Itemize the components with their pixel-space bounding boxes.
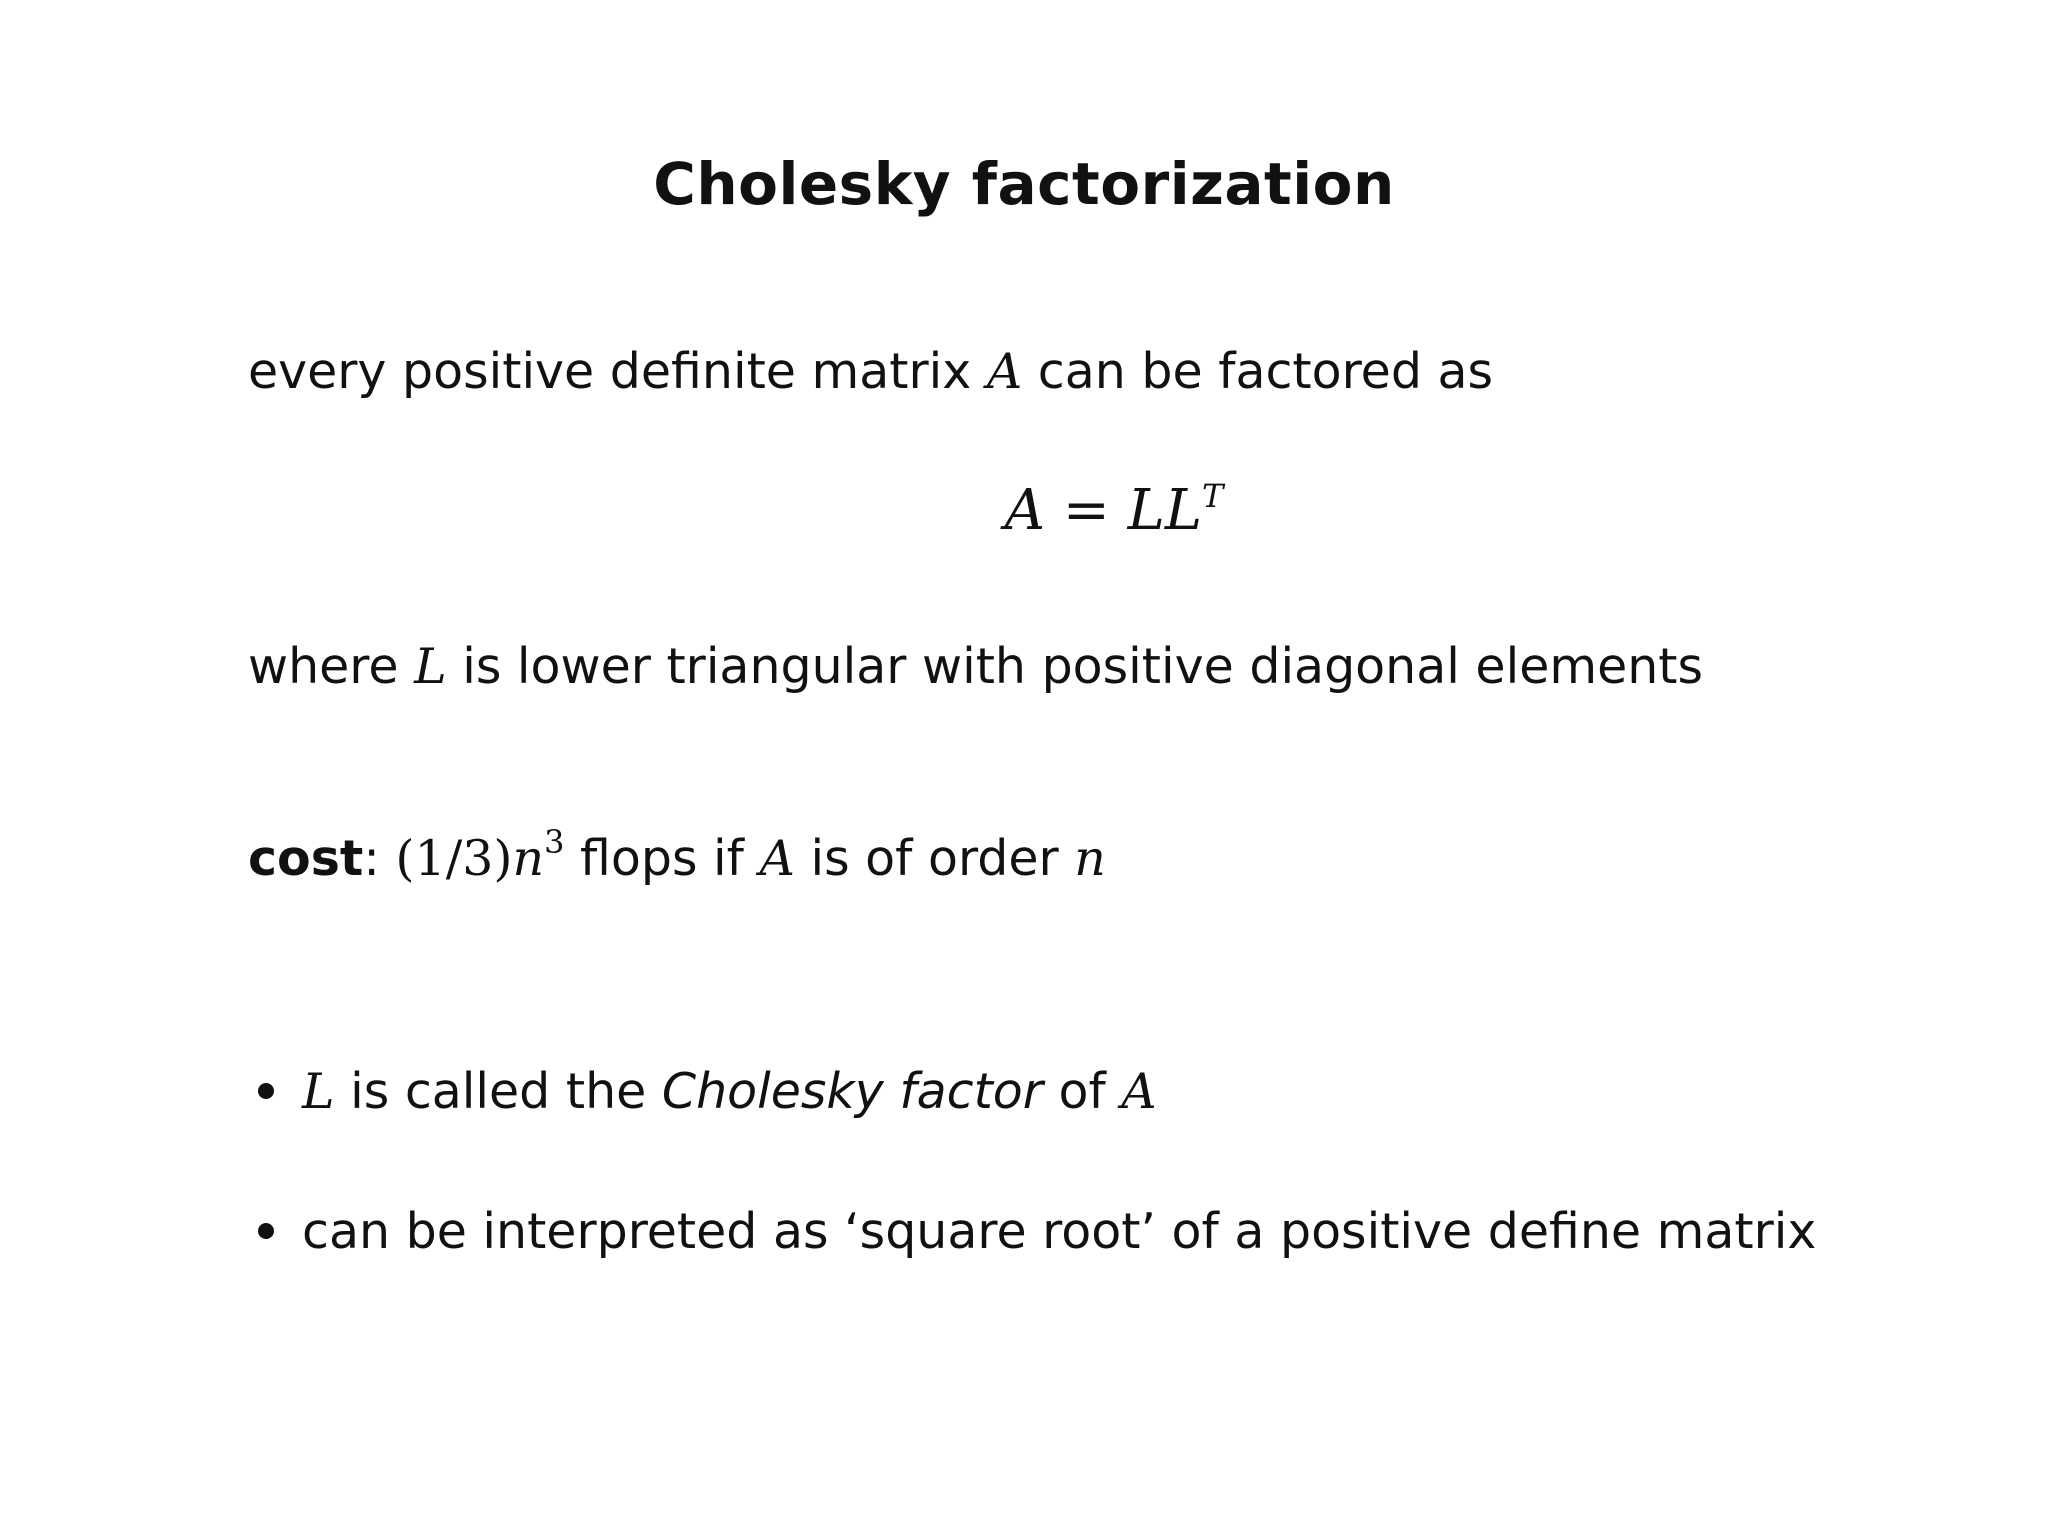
bullet2-text: can be interpreted as ‘square root’ of a positive define matrix: [302, 1203, 1817, 1260]
equation-lhs: A: [1004, 478, 1046, 543]
math-var-l: L: [414, 638, 447, 695]
bullet1-text1: is called the: [334, 1063, 662, 1120]
cost-label: cost: [248, 830, 364, 887]
bullet1-var-l: L: [302, 1063, 335, 1120]
cost-colon: :: [363, 830, 396, 887]
cost-exponent: 3: [544, 823, 565, 861]
cholesky-equation: [0, 478, 2048, 543]
intro-text-before: every positive definite matrix: [248, 343, 987, 400]
where-text-before: where: [248, 638, 415, 695]
intro-line: [248, 343, 1493, 400]
equation-equals: =: [1045, 478, 1128, 543]
cost-var-a: A: [759, 830, 795, 887]
cost-mid2: is of order: [794, 830, 1075, 887]
where-text-after: is lower triangular with positive diagonal elements: [446, 638, 1704, 695]
slide-title: Cholesky factorization: [653, 150, 1395, 218]
bullet-item-2: [258, 1203, 1816, 1260]
cost-fraction: (1/3): [395, 830, 513, 887]
equation-transpose: T: [1202, 477, 1224, 515]
bullet-item-1: [258, 1063, 1157, 1120]
where-line: [248, 638, 1703, 695]
bullet1-text2: of: [1042, 1063, 1122, 1120]
cost-var-n: n: [512, 830, 545, 887]
cost-line: [248, 823, 1106, 887]
bullet1-var-a: A: [1121, 1063, 1157, 1120]
bullet-icon: [258, 1223, 274, 1239]
bullet1-emphasis: Cholesky factor: [661, 1063, 1043, 1120]
cost-mid: flops if: [564, 830, 760, 887]
equation-rhs: LL: [1127, 478, 1202, 543]
math-var-a: A: [986, 343, 1023, 400]
bullet-icon: [258, 1083, 274, 1099]
cost-var-n2: n: [1074, 830, 1106, 887]
intro-text-after: can be factored as: [1022, 343, 1494, 400]
